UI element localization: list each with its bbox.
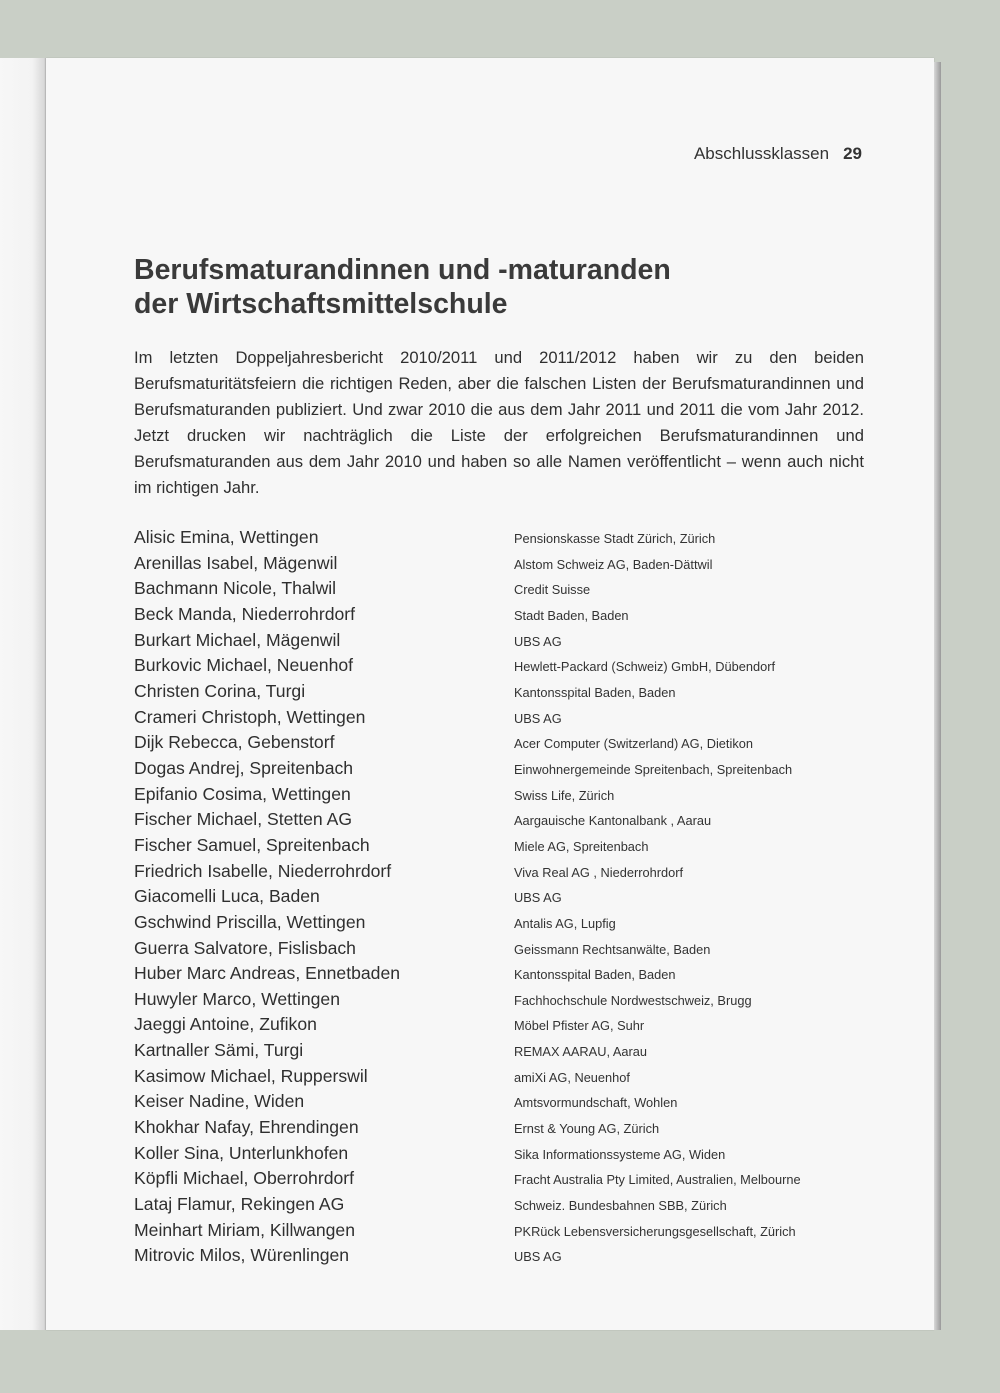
section-title: Abschlussklassen (693, 144, 830, 163)
training-company: Stadt Baden, Baden (514, 607, 629, 623)
training-company: Acer Computer (Switzerland) AG, Dietikon (514, 736, 753, 752)
page-number: 29 (843, 144, 862, 163)
list-item (134, 938, 864, 964)
training-company: REMAX AARAU, Aarau (514, 1044, 647, 1060)
list-item (134, 784, 864, 810)
list-item (134, 681, 864, 707)
list-item (134, 886, 864, 912)
list-item (134, 989, 864, 1015)
graduate-name: Kartnaller Sämi, Turgi (134, 1040, 304, 1061)
page-title-line-2: der Wirtschaftsmittelschule (134, 288, 508, 320)
page-edge-right (934, 62, 941, 1330)
list-item (134, 578, 864, 604)
list-item (134, 1040, 864, 1066)
graduate-name: Kasimow Michael, Rupperswil (134, 1065, 368, 1086)
training-company: Hewlett-Packard (Schweiz) GmbH, Dübendorf (514, 659, 776, 675)
graduate-name: Huber Marc Andreas, Ennetbaden (134, 963, 401, 984)
graduate-name: Alisic Emina, Wettingen (134, 527, 319, 547)
training-company: Geissmann Rechtsanwälte, Baden (514, 941, 711, 957)
page-title-line-1: Berufsmaturandinnen und -maturanden (134, 254, 671, 286)
training-company: UBS AG (514, 1249, 562, 1265)
graduate-name: Jaeggi Antoine, Zufikon (134, 1014, 317, 1035)
training-company: UBS AG (514, 890, 562, 906)
list-item (134, 809, 864, 835)
graduate-name: Giacomelli Luca, Baden (134, 886, 320, 907)
training-company: Credit Suisse (514, 582, 591, 598)
graduate-name: Meinhart Miriam, Killwangen (134, 1219, 355, 1240)
graduate-name: Crameri Christoph, Wettingen (134, 706, 366, 727)
training-company: Möbel Pfister AG, Suhr (514, 1018, 645, 1034)
training-company: Swiss Life, Zürich (514, 787, 615, 803)
training-company: Einwohnergemeinde Spreitenbach, Spreitenbach (514, 761, 793, 777)
list-item (134, 835, 864, 861)
list-item (134, 912, 864, 938)
training-company: Sika Informationssysteme AG, Widen (514, 1146, 726, 1162)
list-item (134, 1194, 864, 1220)
training-company: Fachhochschule Nordwestschweiz, Brugg (514, 992, 752, 1008)
training-company: Fracht Australia Pty Limited, Australien, Melbourne (514, 1172, 801, 1188)
training-company: Ernst & Young AG, Zürich (514, 1121, 660, 1137)
training-company: Antalis AG, Lupfig (514, 915, 616, 931)
list-item (134, 1091, 864, 1117)
list-item (134, 1220, 864, 1246)
graduate-name: Dogas Andrej, Spreitenbach (134, 757, 354, 778)
training-company: Pensionskasse Stadt Zürich, Zürich (514, 531, 716, 546)
list-item (134, 707, 864, 733)
graduate-name: Mitrovic Milos, Würenlingen (134, 1245, 350, 1266)
graduate-name: Beck Manda, Niederrohrdorf (134, 603, 356, 624)
graduate-list (134, 527, 864, 1271)
list-item (134, 1168, 864, 1194)
list-item (134, 758, 864, 784)
graduate-name: Khokhar Nafay, Ehrendingen (134, 1117, 359, 1138)
training-company: UBS AG (514, 710, 562, 726)
graduate-name: Fischer Samuel, Spreitenbach (134, 834, 370, 855)
list-item (134, 1014, 864, 1040)
graduate-name: Burkovic Michael, Neuenhof (134, 655, 354, 676)
training-company: Aargauische Kantonalbank , Aarau (514, 813, 712, 829)
graduate-name: Epifanio Cosima, Wettingen (134, 783, 351, 804)
graduate-name: Keiser Nadine, Widen (134, 1091, 305, 1112)
graduate-name: Christen Corina, Turgi (134, 680, 306, 701)
training-company: Kantonsspital Baden, Baden (514, 684, 676, 700)
training-company: Alstom Schweiz AG, Baden-Dättwil (514, 556, 713, 572)
training-company: PKRück Lebensversicherungsgesellschaft, Zürich (514, 1223, 796, 1239)
training-company: Schweiz. Bundesbahnen SBB, Zürich (514, 1198, 727, 1214)
training-company: Amtsvormundschaft, Wohlen (514, 1095, 678, 1111)
graduate-name: Huwyler Marco, Wettingen (134, 988, 340, 1009)
graduate-name: Burkart Michael, Mägenwil (134, 629, 341, 650)
graduate-name: Dijk Rebecca, Gebenstorf (134, 732, 335, 753)
list-item (134, 1066, 864, 1092)
training-company: UBS AG (514, 633, 562, 649)
training-company: Miele AG, Spreitenbach (514, 838, 649, 854)
left-page-edge (0, 58, 46, 1330)
graduate-name: Köpfli Michael, Oberrohrdorf (134, 1168, 355, 1189)
graduate-name: Koller Sina, Unterlunkhofen (134, 1142, 349, 1163)
training-company: amiXi AG, Neuenhof (514, 1069, 630, 1085)
list-item (134, 1143, 864, 1169)
graduate-name: Arenillas Isabel, Mägenwil (134, 552, 338, 573)
list-item (134, 655, 864, 681)
training-company: Viva Real AG , Niederrohrdorf (514, 864, 684, 880)
graduate-name: Bachmann Nicole, Thalwil (134, 578, 337, 599)
list-item (134, 861, 864, 887)
list-item (134, 527, 864, 553)
list-item (134, 630, 864, 656)
graduate-name: Fischer Michael, Stetten AG (134, 809, 353, 830)
intro-paragraph: Im letzten Doppeljahresbericht 2010/2011 und 2011/2012 haben wir zu den beiden Berufsmaturitätsfeiern die richtigen Reden, aber die falschen Listen der Berufsmaturandinnen und Berufsmaturanden publiziert. Und zwar 2010 die aus dem Jahr 2011 und 2011 die vom Jahr 2012. Jetzt drucken wir nachträglich die Liste der erfolgreichen Berufsmaturandinnen und Berufsmaturanden aus dem Jahr 2010 und haben so alle Namen veröffentlicht – wenn auch nicht im richtigen Jahr. (134, 348, 864, 497)
list-item (134, 1117, 864, 1143)
graduate-name: Lataj Flamur, Rekingen AG (134, 1194, 345, 1215)
graduate-name: Gschwind Priscilla, Wettingen (134, 911, 366, 932)
list-item (134, 553, 864, 579)
training-company: Kantonsspital Baden, Baden (514, 967, 676, 983)
list-item (134, 1245, 864, 1271)
list-item (134, 963, 864, 989)
page-title (134, 253, 854, 321)
list-item (134, 604, 864, 630)
graduate-name: Friedrich Isabelle, Niederrohrdorf (134, 860, 392, 881)
graduate-name: Guerra Salvatore, Fislisbach (134, 937, 356, 958)
list-item (134, 732, 864, 758)
running-header (694, 144, 862, 164)
